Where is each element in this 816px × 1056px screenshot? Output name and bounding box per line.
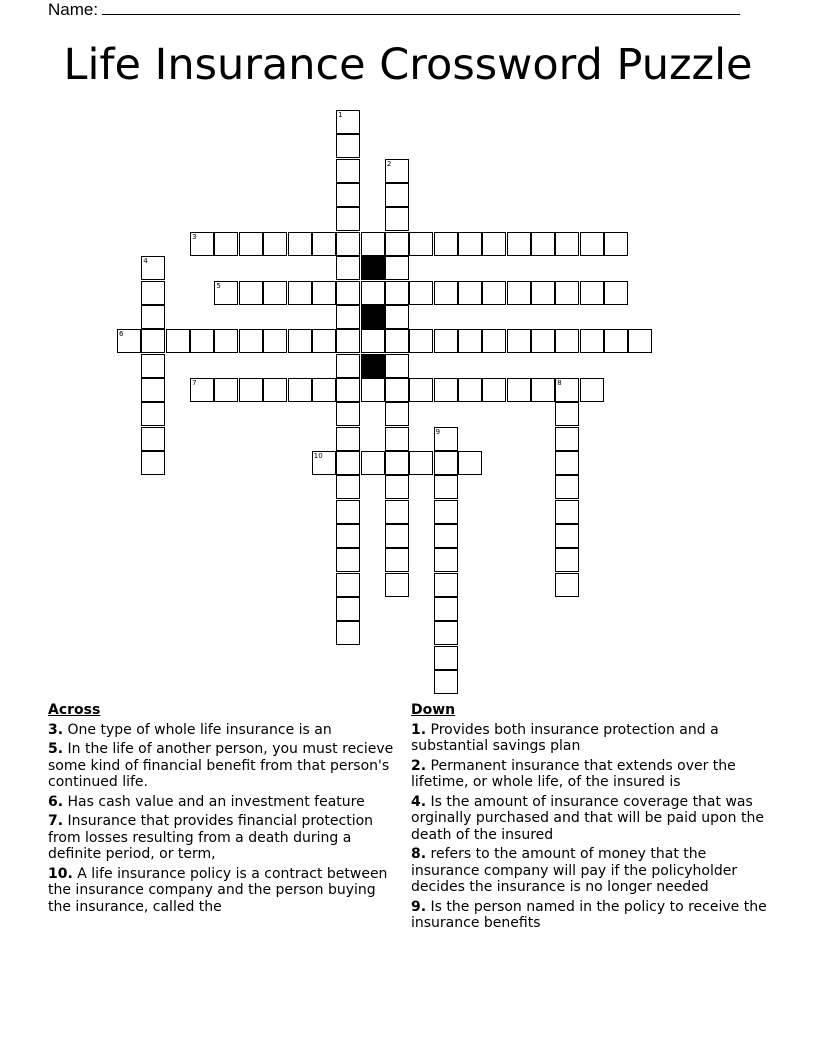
grid-cell[interactable] [263,281,287,305]
grid-cell[interactable] [263,329,287,353]
grid-cell[interactable] [117,329,141,353]
grid-cell[interactable] [409,451,433,475]
name-underline[interactable] [102,0,740,15]
grid-cell[interactable] [458,451,482,475]
grid-cell[interactable] [312,451,336,475]
grid-cell[interactable] [385,256,409,280]
grid-cell[interactable] [385,524,409,548]
grid-cell[interactable] [336,573,360,597]
grid-cell[interactable] [141,329,165,353]
grid-cell[interactable] [214,232,238,256]
across-clue-list [48,722,396,916]
grid-cell[interactable] [628,329,652,353]
grid-cell[interactable] [482,329,506,353]
clue-item-number: 2. [411,757,427,774]
clue-item [411,758,771,791]
grid-cell[interactable] [604,281,628,305]
clue-item-text: Is the person named in the policy to receive the insurance benefits [411,898,767,931]
grid-cell[interactable] [141,305,165,329]
grid-cell[interactable] [482,232,506,256]
grid-cell[interactable] [409,281,433,305]
across-clues [48,702,396,918]
grid-cell[interactable] [555,500,579,524]
grid-cell[interactable] [555,524,579,548]
grid-cell[interactable] [555,427,579,451]
grid-cell[interactable] [336,548,360,572]
grid-cell[interactable] [214,378,238,402]
grid-cell[interactable] [458,281,482,305]
grid-cell[interactable] [361,451,385,475]
grid-cell[interactable] [385,305,409,329]
grid-cell[interactable] [312,281,336,305]
clue-number: 1 [338,111,343,119]
grid-cell[interactable] [385,159,409,183]
clue-item-number: 9. [411,898,427,915]
grid-cell[interactable] [434,281,458,305]
grid-cell[interactable] [312,329,336,353]
grid-cell[interactable] [336,159,360,183]
grid-cell[interactable] [141,402,165,426]
grid-cell[interactable] [458,329,482,353]
grid-cell[interactable] [141,256,165,280]
grid-cell[interactable] [336,475,360,499]
grid-cell[interactable] [434,524,458,548]
clue-number: 3 [192,232,197,241]
grid-cell[interactable] [336,427,360,451]
clue-item [48,866,396,916]
clue-item-text: One type of whole life insurance is an [67,721,332,738]
grid-cell[interactable] [604,232,628,256]
grid-cell[interactable] [141,427,165,451]
grid-cell[interactable] [434,451,458,475]
grid-cell[interactable] [482,281,506,305]
grid-cell[interactable] [555,475,579,499]
grid-cell[interactable] [385,451,409,475]
grid-cell[interactable] [434,329,458,353]
page-title: Life Insurance Crossword Puzzle [63,40,753,90]
grid-cell[interactable] [190,232,214,256]
grid-cell[interactable] [580,232,604,256]
grid-cell[interactable] [507,281,531,305]
grid-cell[interactable] [507,329,531,353]
grid-cell[interactable] [555,451,579,475]
clue-item-text: Permanent insurance that extends over the lifetime, or whole life, of the insured is [411,757,736,790]
clue-item-number: 5. [48,741,64,757]
clue-item-number: 10. [48,865,73,882]
grid-cell[interactable] [409,329,433,353]
grid-cell[interactable] [336,232,360,256]
grid-cell[interactable] [531,378,555,402]
grid-cell[interactable] [385,548,409,572]
clue-item [411,846,771,896]
down-heading: Down [411,702,456,718]
grid-cell[interactable] [239,281,263,305]
grid-cell[interactable] [336,183,360,207]
grid-cell[interactable] [434,670,458,694]
grid-cell[interactable] [361,232,385,256]
grid-cell[interactable] [434,378,458,402]
grid-cell[interactable] [385,475,409,499]
grid-cell[interactable] [580,378,604,402]
clue-item-text: Is the amount of insurance coverage that was orginally purchased and that will be paid upon the death of the insured [411,793,764,843]
grid-cell[interactable] [434,232,458,256]
grid-cell[interactable] [385,232,409,256]
grid-cell[interactable] [385,378,409,402]
grid-cell[interactable] [385,402,409,426]
grid-cell[interactable] [214,281,238,305]
clue-item-number: 1. [411,721,427,738]
grid-cell[interactable] [434,500,458,524]
clue-item-text: refers to the amount of money that the insurance company will pay if the policyholder decides the insurance is no longer needed [411,846,738,895]
grid-cell[interactable] [434,548,458,572]
clue-number: 10 [313,451,323,460]
grid-cell[interactable] [336,134,360,158]
grid-cell[interactable] [604,329,628,353]
clue-item [48,722,396,739]
grid-cell[interactable] [531,232,555,256]
grid-cell[interactable] [190,378,214,402]
grid-cell[interactable] [141,378,165,402]
grid-cell[interactable] [458,232,482,256]
grid-cell[interactable] [555,378,579,402]
grid-cell[interactable] [385,281,409,305]
grid-cell[interactable] [555,232,579,256]
clue-item-number: 6. [48,793,64,810]
grid-cell[interactable] [288,378,312,402]
clue-number: 9 [435,427,441,436]
grid-cell[interactable] [385,427,409,451]
grid-cell[interactable] [336,451,360,475]
grid-cell[interactable] [336,281,360,305]
clue-number: 7 [192,378,197,387]
clue-number: 8 [557,378,562,387]
grid-cell[interactable] [434,475,458,499]
clue-number: 5 [216,281,221,290]
grid-block [361,305,385,329]
grid-cell[interactable] [336,110,360,134]
grid-cell[interactable] [288,329,312,353]
grid-cell[interactable] [434,427,458,451]
clue-item [48,741,396,791]
grid-cell[interactable] [190,329,214,353]
grid-cell[interactable] [434,597,458,621]
grid-cell[interactable] [336,500,360,524]
grid-cell[interactable] [166,329,190,353]
grid-cell[interactable] [336,378,360,402]
grid-cell[interactable] [434,621,458,645]
grid-cell[interactable] [555,281,579,305]
grid-cell[interactable] [555,573,579,597]
down-clue-list [411,722,771,932]
grid-cell[interactable] [336,256,360,280]
clue-item-number: 3. [48,721,64,738]
grid-cell[interactable] [385,183,409,207]
grid-cell[interactable] [434,646,458,670]
grid-cell[interactable] [263,378,287,402]
grid-cell[interactable] [361,329,385,353]
grid-cell[interactable] [385,329,409,353]
clue-item-text: A life insurance policy is a contract between the insurance company and the person buying the insurance, called the [48,865,388,915]
clue-item-text: Provides both insurance protection and a substantial savings plan [411,721,719,754]
grid-cell[interactable] [531,281,555,305]
grid-cell[interactable] [361,378,385,402]
grid-cell[interactable] [580,281,604,305]
grid-cell[interactable] [336,305,360,329]
name-field[interactable] [48,0,740,20]
clue-item [48,813,396,863]
grid-cell[interactable] [312,232,336,256]
grid-cell[interactable] [336,402,360,426]
grid-cell[interactable] [336,329,360,353]
clue-item-number: 7. [48,813,64,829]
grid-cell[interactable] [555,548,579,572]
grid-cell[interactable] [385,354,409,378]
grid-cell[interactable] [141,354,165,378]
grid-cell[interactable] [336,207,360,231]
clue-item [411,899,771,932]
grid-cell[interactable] [409,232,433,256]
grid-cell[interactable] [239,232,263,256]
grid-cell[interactable] [141,451,165,475]
grid-cell[interactable] [507,232,531,256]
grid-cell[interactable] [580,329,604,353]
across-heading: Across [48,702,101,718]
grid-cell[interactable] [288,281,312,305]
clue-item-number: 8. [411,846,427,862]
grid-cell[interactable] [385,500,409,524]
clue-number: 4 [143,257,148,266]
grid-cell[interactable] [458,378,482,402]
clue-item [411,794,771,844]
grid-cell[interactable] [385,207,409,231]
clue-number: 6 [119,330,124,339]
grid-cell[interactable] [361,281,385,305]
grid-cell[interactable] [239,329,263,353]
grid-cell[interactable] [288,232,312,256]
grid-cell[interactable] [214,329,238,353]
name-label: Name: [48,0,99,19]
grid-cell[interactable] [482,378,506,402]
clue-item-text: In the life of another person, you must recieve some kind of financial benefit from that person's continued life. [48,741,394,790]
grid-cell[interactable] [336,597,360,621]
grid-cell[interactable] [409,378,433,402]
grid-cell[interactable] [141,281,165,305]
grid-cell[interactable] [555,329,579,353]
clue-item [411,722,771,755]
grid-block [361,256,385,280]
clue-item-number: 4. [411,793,427,810]
clue-item-text: Insurance that provides financial protection from losses resulting from a death during a definite period, or term, [48,813,374,862]
grid-block [361,354,385,378]
grid-cell[interactable] [531,329,555,353]
clue-item-text: Has cash value and an investment feature [67,793,365,810]
down-clues [411,702,771,935]
grid-cell[interactable] [312,378,336,402]
clue-item [48,794,396,811]
grid-cell[interactable] [434,573,458,597]
grid-cell[interactable] [263,232,287,256]
grid-cell[interactable] [555,402,579,426]
grid-cell[interactable] [507,378,531,402]
grid-cell[interactable] [336,354,360,378]
clue-number: 2 [386,159,392,168]
grid-cell[interactable] [336,524,360,548]
grid-cell[interactable] [336,621,360,645]
grid-cell[interactable] [385,573,409,597]
grid-cell[interactable] [239,378,263,402]
